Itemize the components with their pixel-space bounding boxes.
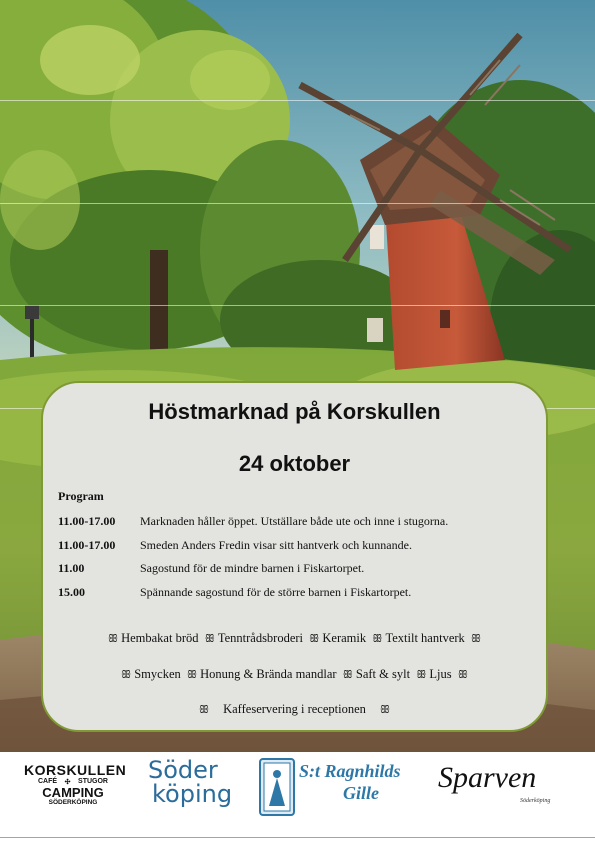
- sparven-subtitle: Söderköping: [520, 798, 551, 804]
- gille-line1: S:t Ragnhilds: [299, 761, 401, 781]
- korskullen-logo: [24, 760, 127, 822]
- sponsor-footer: [0, 752, 595, 842]
- ornament-icon: ꕥ: [204, 633, 215, 645]
- program-desc: Smeden Anders Fredin visar sitt hantverk och kunnande.: [140, 538, 412, 552]
- program-time: 11.00-17.00: [58, 538, 116, 552]
- korskullen-place: SÖDERKÖPING: [48, 799, 98, 806]
- soderkoping-logo: [148, 758, 240, 820]
- ornament-icon: ꕥ: [379, 704, 391, 716]
- event-title: Höstmarknad på Korskullen: [148, 399, 441, 424]
- gille-line2: Gille: [343, 783, 379, 803]
- soderkoping-line1: Söder: [148, 756, 218, 784]
- sparven-logo: Sparven: [438, 761, 537, 794]
- streak-line: [0, 203, 595, 204]
- korskullen-cafe: CAFÉ: [38, 778, 58, 785]
- ornament-icon: ꕥ: [416, 669, 427, 681]
- program-time: 15.00: [58, 585, 85, 599]
- ornament-icon: ꕥ: [457, 669, 468, 681]
- offering-item: Kaffeservering i receptionen: [223, 702, 366, 716]
- streak-line: [0, 100, 595, 101]
- ornament-icon: ꕥ: [121, 669, 132, 681]
- streak-line: [0, 305, 595, 306]
- offering-item: Tenntrådsbroderi: [217, 631, 304, 645]
- ornament-icon: ꕥ: [309, 633, 320, 645]
- korskullen-name: KORSKULLEN: [24, 762, 127, 778]
- program-desc: Marknaden håller öppet. Utställare både ute och inne i stugorna.: [140, 514, 449, 528]
- offering-item: Saft & sylt: [355, 667, 411, 681]
- ornament-icon: ꕥ: [342, 669, 353, 681]
- gille-badge-icon: [259, 758, 295, 816]
- program-heading: Program: [58, 489, 104, 503]
- offering-item: Keramik: [322, 631, 367, 645]
- program-time: 11.00-17.00: [58, 514, 116, 528]
- ornament-icon: ꕥ: [372, 633, 383, 645]
- korskullen-stugor: STUGOR: [78, 778, 108, 785]
- ornament-icon: ꕥ: [107, 633, 119, 645]
- offering-item: Textilt hantverk: [385, 631, 465, 645]
- offering-item: Ljus: [429, 667, 452, 681]
- ornament-icon: ꕥ: [470, 633, 482, 645]
- offerings-line-3: [43, 702, 546, 717]
- event-date: 24 oktober: [238, 451, 351, 476]
- program-time: 11.00: [58, 561, 85, 575]
- offering-item: Smycken: [134, 667, 181, 681]
- windmill-icon: ✣: [64, 779, 71, 786]
- info-panel: [41, 381, 548, 732]
- program-desc: Sagostund för de mindre barnen i Fiskartorpet.: [140, 561, 365, 575]
- offerings-line-2: [43, 667, 546, 682]
- soderkoping-line2: köping: [152, 780, 233, 808]
- ornament-icon: ꕥ: [198, 704, 210, 716]
- gille-logo: [299, 760, 429, 804]
- program-desc: Spännande sagostund för de större barnen i Fiskartorpet.: [140, 585, 412, 599]
- korskullen-camping: CAMPING: [42, 785, 104, 800]
- ornament-icon: ꕥ: [186, 669, 198, 681]
- footer-divider: [0, 837, 595, 838]
- offering-item: Hembakat bröd: [121, 631, 199, 645]
- offering-item: Honung & Brända mandlar: [200, 667, 337, 681]
- offerings-line-1: [43, 631, 546, 646]
